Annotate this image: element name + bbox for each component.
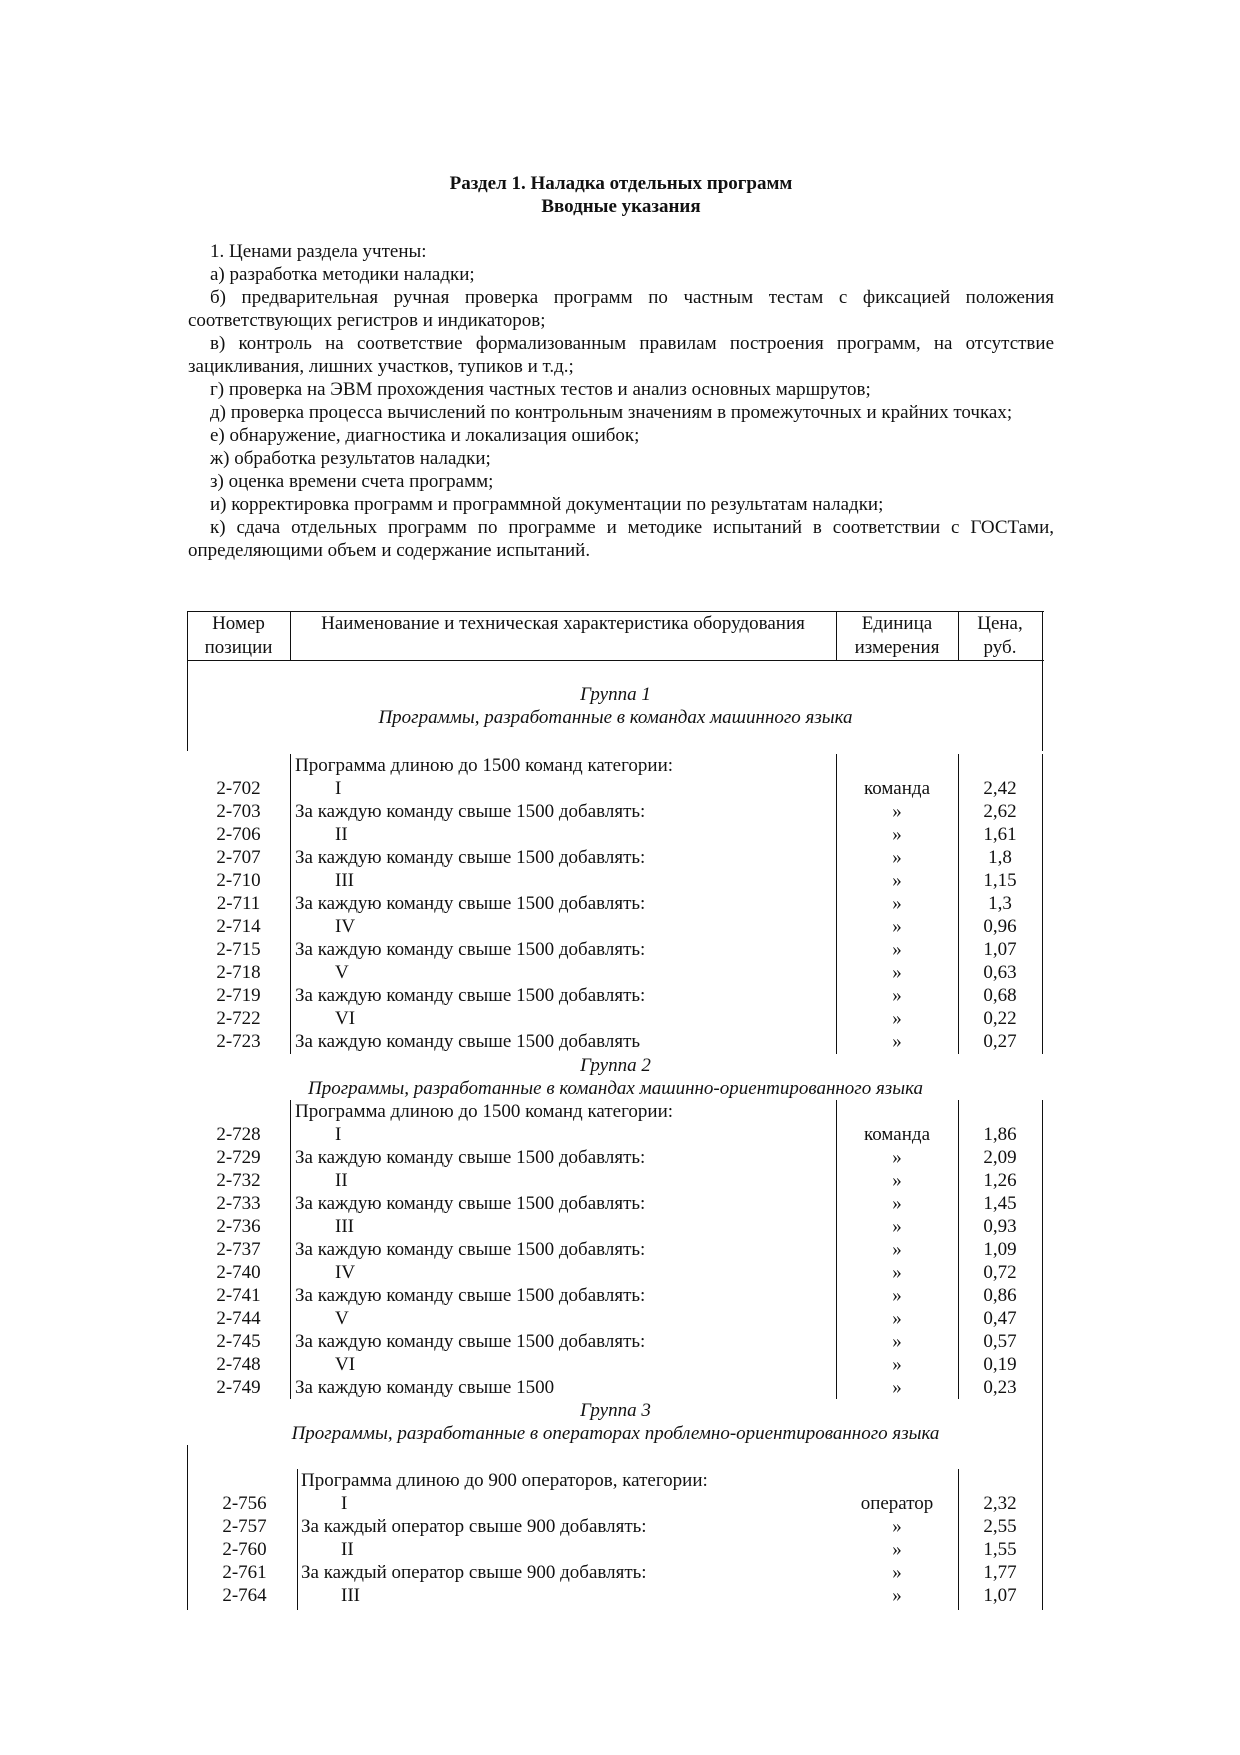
row-code: 2-714 xyxy=(216,916,261,937)
table-row xyxy=(187,1261,1044,1284)
row-unit: команда xyxy=(864,1124,930,1145)
header-name: Наименование и техническая характеристика оборудования xyxy=(321,613,805,634)
table-row xyxy=(187,984,1044,1007)
row-name: За каждую команду свыше 1500 добавлять: xyxy=(295,1239,646,1260)
table-row xyxy=(187,1146,1044,1169)
section-title: Раздел 1. Наладка отдельных программ xyxy=(449,173,793,194)
table-row xyxy=(187,892,1044,915)
table-row xyxy=(187,1123,1044,1146)
header-price-line: Цена, xyxy=(977,613,1023,634)
row-name: За каждую команду свыше 1500 добавлять: xyxy=(295,1331,646,1352)
table-row xyxy=(187,1192,1044,1215)
row-price: 0,22 xyxy=(983,1008,1017,1029)
row-unit: » xyxy=(892,847,902,868)
row-code: 2-744 xyxy=(216,1308,261,1329)
row-unit: » xyxy=(892,824,902,845)
row-unit: » xyxy=(892,916,902,937)
intro-paragraph: ж) обработка результатов наладки; xyxy=(210,448,491,469)
row-unit: » xyxy=(892,962,902,983)
table-row xyxy=(187,1330,1044,1353)
row-name: IV xyxy=(335,1262,356,1283)
row-unit: » xyxy=(892,985,902,1006)
intro-paragraph: в) контроль на соответствие формализованным правилам построения программ, на отсутствие зацикливания, лишних участков, тупиков и т.д.; xyxy=(188,333,1054,377)
row-code: 2-745 xyxy=(216,1331,261,1352)
row-code: 2-749 xyxy=(216,1377,261,1398)
row-code: 2-723 xyxy=(216,1031,261,1052)
row-unit: » xyxy=(892,1562,902,1583)
table-row xyxy=(187,938,1044,961)
row-code: 2-707 xyxy=(216,847,261,868)
row-name: IV xyxy=(335,916,356,937)
row-code: 2-764 xyxy=(222,1585,267,1606)
row-name: За каждую команду свыше 1500 добавлять: xyxy=(295,801,646,822)
table-row xyxy=(187,777,1044,800)
row-unit: » xyxy=(892,1216,902,1237)
row-name: II xyxy=(335,824,348,845)
row-code: 2-718 xyxy=(216,962,261,983)
row-name: За каждый оператор свыше 900 добавлять: xyxy=(301,1562,647,1583)
table-row xyxy=(187,1030,1044,1053)
row-price: 1,07 xyxy=(983,939,1017,960)
table-row xyxy=(187,1238,1044,1261)
row-price: 1,09 xyxy=(983,1239,1017,1260)
row-name: I xyxy=(335,778,342,799)
table-row xyxy=(187,1538,1044,1561)
row-name: Программа длиною до 1500 команд категории: xyxy=(295,755,674,776)
header-code-line: Номер xyxy=(212,613,265,634)
row-code: 2-722 xyxy=(216,1008,261,1029)
intro-paragraph: д) проверка процесса вычислений по контрольным значениям в промежуточных и крайних точках; xyxy=(210,402,1013,423)
row-code: 2-748 xyxy=(216,1354,261,1375)
intro-paragraph: и) корректировка программ и программной документации по результатам наладки; xyxy=(210,494,884,515)
row-name: III xyxy=(341,1585,360,1606)
row-code: 2-733 xyxy=(216,1193,261,1214)
row-price: 2,42 xyxy=(983,778,1017,799)
table-row xyxy=(187,961,1044,984)
intro-paragraph: б) предварительная ручная проверка программ по частным тестам с фиксацией положения соответствующих регистров и индикаторов; xyxy=(188,287,1054,331)
row-price: 2,09 xyxy=(983,1147,1017,1168)
row-code: 2-729 xyxy=(216,1147,261,1168)
row-name: Программа длиною до 1500 команд категории: xyxy=(295,1101,674,1122)
row-name: I xyxy=(335,1124,342,1145)
row-price: 1,26 xyxy=(983,1170,1017,1191)
table-row xyxy=(187,1169,1044,1192)
row-unit: » xyxy=(892,1585,902,1606)
table-row xyxy=(187,1492,1044,1515)
row-name: VI xyxy=(335,1354,356,1375)
row-code: 2-737 xyxy=(216,1239,261,1260)
row-name: III xyxy=(335,870,354,891)
table-row xyxy=(187,1007,1044,1030)
group-subtitle: Программы, разработанные в операторах проблемно-ориентированного языка xyxy=(291,1423,940,1444)
table-row xyxy=(187,1353,1044,1376)
row-name: За каждый оператор свыше 900 добавлять: xyxy=(301,1516,647,1537)
row-code: 2-740 xyxy=(216,1262,261,1283)
row-unit: » xyxy=(892,1008,902,1029)
row-unit: » xyxy=(892,1193,902,1214)
row-name: За каждую команду свыше 1500 добавлять: xyxy=(295,1147,646,1168)
table-row xyxy=(187,1215,1044,1238)
table-row xyxy=(187,1284,1044,1307)
table-row xyxy=(187,1515,1044,1538)
header-unit xyxy=(836,612,958,660)
intro-paragraph: з) оценка времени счета программ; xyxy=(210,471,494,492)
row-price: 0,93 xyxy=(983,1216,1017,1237)
row-name: За каждую команду свыше 1500 добавлять: xyxy=(295,847,646,868)
row-unit: » xyxy=(892,1377,902,1398)
row-price: 0,68 xyxy=(983,985,1017,1006)
row-code: 2-710 xyxy=(216,870,261,891)
row-name: Программа длиною до 900 операторов, категории: xyxy=(301,1470,708,1491)
table-row xyxy=(187,1584,1044,1607)
row-price: 0,27 xyxy=(983,1031,1017,1052)
table-row xyxy=(187,869,1044,892)
table-row xyxy=(187,823,1044,846)
row-price: 1,07 xyxy=(983,1585,1017,1606)
row-price: 1,61 xyxy=(983,824,1017,845)
row-price: 0,47 xyxy=(983,1308,1017,1329)
intro-paragraph: г) проверка на ЭВМ прохождения частных тестов и анализ основных маршрутов; xyxy=(210,379,871,400)
row-price: 1,45 xyxy=(983,1193,1017,1214)
row-price: 1,8 xyxy=(988,847,1012,868)
row-unit: » xyxy=(892,1239,902,1260)
row-unit: » xyxy=(892,870,902,891)
row-price: 0,57 xyxy=(983,1331,1017,1352)
row-unit: команда xyxy=(864,778,930,799)
row-price: 1,3 xyxy=(988,893,1012,914)
table-row xyxy=(187,915,1044,938)
row-unit: » xyxy=(892,939,902,960)
row-code: 2-706 xyxy=(216,824,261,845)
row-code: 2-719 xyxy=(216,985,261,1006)
row-code: 2-736 xyxy=(216,1216,261,1237)
header-price-line: руб. xyxy=(983,637,1017,658)
row-name: III xyxy=(335,1216,354,1237)
row-price: 1,77 xyxy=(983,1562,1017,1583)
row-unit: » xyxy=(892,1308,902,1329)
intro-paragraph: 1. Ценами раздела учтены: xyxy=(210,241,427,262)
header-unit-line: измерения xyxy=(854,637,940,658)
row-price: 0,23 xyxy=(983,1377,1017,1398)
group-title: Группа 1 xyxy=(580,684,651,705)
row-unit: » xyxy=(892,1539,902,1560)
table-row xyxy=(187,800,1044,823)
header-code xyxy=(187,612,290,660)
header-bottom-border xyxy=(187,660,1044,661)
row-unit: » xyxy=(892,1147,902,1168)
group-title: Группа 2 xyxy=(580,1055,651,1076)
row-name: За каждую команду свыше 1500 добавлять: xyxy=(295,939,646,960)
group-title: Группа 3 xyxy=(580,1400,651,1421)
price-table xyxy=(187,611,1044,1611)
row-code: 2-757 xyxy=(222,1516,267,1537)
row-price: 0,86 xyxy=(983,1285,1017,1306)
table-row-intro xyxy=(187,1469,1044,1492)
header-unit-line: Единица xyxy=(861,613,933,634)
row-price: 0,72 xyxy=(983,1262,1017,1283)
intro-title: Вводные указания xyxy=(541,196,701,217)
row-unit: » xyxy=(892,1331,902,1352)
header-code-line: позиции xyxy=(204,637,273,658)
row-unit: » xyxy=(892,1285,902,1306)
row-price: 2,32 xyxy=(983,1493,1017,1514)
row-code: 2-711 xyxy=(216,893,261,914)
group-subtitle: Программы, разработанные в командах машинно-ориентированного языка xyxy=(308,1078,923,1099)
row-price: 1,86 xyxy=(983,1124,1017,1145)
header-price xyxy=(958,612,1042,660)
row-name: За каждую команду свыше 1500 добавлять: xyxy=(295,1193,646,1214)
row-code: 2-761 xyxy=(222,1562,267,1583)
table-row-intro xyxy=(187,1100,1044,1123)
row-name: За каждую команду свыше 1500 xyxy=(295,1377,555,1398)
intro-paragraph: е) обнаружение, диагностика и локализация ошибок; xyxy=(210,425,640,446)
group-subtitle: Программы, разработанные в командах машинного языка xyxy=(378,707,853,728)
row-unit: » xyxy=(892,1516,902,1537)
row-price: 0,63 xyxy=(983,962,1017,983)
row-unit: оператор xyxy=(860,1493,934,1514)
table-row xyxy=(187,846,1044,869)
table-row xyxy=(187,1561,1044,1584)
row-name: За каждую команду свыше 1500 добавлять: xyxy=(295,985,646,1006)
table-row xyxy=(187,1307,1044,1330)
row-code: 2-756 xyxy=(222,1493,267,1514)
row-code: 2-732 xyxy=(216,1170,261,1191)
row-name: II xyxy=(341,1539,354,1560)
row-name: VI xyxy=(335,1008,356,1029)
row-unit: » xyxy=(892,893,902,914)
row-code: 2-760 xyxy=(222,1539,267,1560)
intro-paragraph: к) сдача отдельных программ по программе и методике испытаний в соответствии с ГОСТами, определяющими объем и содержание испытаний. xyxy=(188,517,1054,561)
intro-text xyxy=(188,240,1054,562)
row-price: 1,55 xyxy=(983,1539,1017,1560)
row-unit: » xyxy=(892,1354,902,1375)
intro-paragraph: а) разработка методики наладки; xyxy=(210,264,475,285)
row-unit: » xyxy=(892,1170,902,1191)
row-code: 2-715 xyxy=(216,939,261,960)
row-code: 2-702 xyxy=(216,778,261,799)
row-code: 2-741 xyxy=(216,1285,261,1306)
row-name: За каждую команду свыше 1500 добавлять xyxy=(295,1031,641,1052)
row-name: V xyxy=(335,962,349,983)
table-row xyxy=(187,1376,1044,1399)
row-price: 2,62 xyxy=(983,801,1017,822)
row-price: 0,19 xyxy=(983,1354,1017,1375)
row-code: 2-728 xyxy=(216,1124,261,1145)
row-name: II xyxy=(335,1170,348,1191)
row-name: За каждую команду свыше 1500 добавлять: xyxy=(295,1285,646,1306)
row-name: V xyxy=(335,1308,349,1329)
table-row-intro xyxy=(187,754,1044,777)
row-code: 2-703 xyxy=(216,801,261,822)
row-unit: » xyxy=(892,1031,902,1052)
row-price: 0,96 xyxy=(983,916,1017,937)
row-name: За каждую команду свыше 1500 добавлять: xyxy=(295,893,646,914)
row-unit: » xyxy=(892,1262,902,1283)
row-name: I xyxy=(341,1493,348,1514)
row-price: 1,15 xyxy=(983,870,1017,891)
row-price: 2,55 xyxy=(983,1516,1017,1537)
row-unit: » xyxy=(892,801,902,822)
table-right-border xyxy=(1042,611,1043,751)
